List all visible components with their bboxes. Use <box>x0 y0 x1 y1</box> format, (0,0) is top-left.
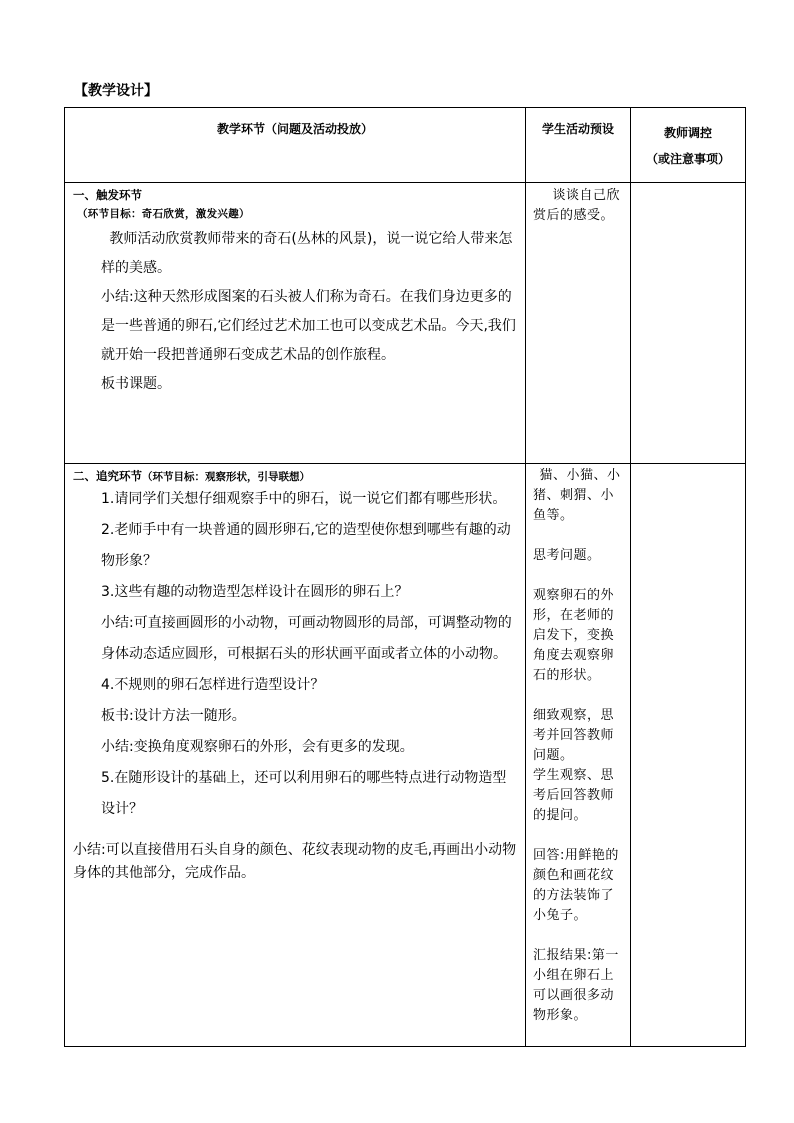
section1-goal: （环节目标：奇石欣赏，激发兴趣） <box>77 208 250 220</box>
section2-goal: （环节目标：观察形状，引导联想） <box>142 471 310 483</box>
table-header-row <box>65 108 746 183</box>
section1-title: 一、触发环节 <box>73 188 142 202</box>
col-header-student: 学生活动预设 <box>526 108 631 183</box>
section2-item-7: 小结:变换角度观察卵石的外形，会有更多的发现。 <box>101 739 414 755</box>
col-header-teacher-line1: 教师调控 <box>663 126 712 140</box>
lesson-plan-table <box>64 107 746 1047</box>
section2-item-5: 4.不规则的卵石怎样进行造型设计？ <box>101 677 325 693</box>
col-header-teacher <box>631 108 746 183</box>
section2-student-item-5: 学生观察、思考后回答教师的提问。 <box>533 768 615 823</box>
section2-student-item-6: 回答:用鲜艳的颜色和画花纹的方法装饰了小兔子。 <box>533 848 619 923</box>
section2-summary: 小结:可以直接借用石头自身的颜色、花纹表现动物的皮毛,再画出小动物身体的其他部分，完成作品。 <box>73 842 517 881</box>
section2-student-item-7: 汇报结果:第一小组在卵石上可以画很多动物形象。 <box>533 948 619 1023</box>
section2-student-item-4: 细致观察，思考并回答教师问题。 <box>533 708 615 763</box>
table-row-section2 <box>65 464 746 1047</box>
col-header-activities: 教学环节（问题及活动投放） <box>65 108 526 183</box>
section1-paragraph-2: 小结:这种天然形成图案的石头被人们称为奇石。在我们身边更多的是一些普通的卵石,它们经过艺术加工也可以变成艺术品。今天,我们就开始一段把普通卵石变成艺术品的创作旅程。 <box>101 289 516 363</box>
section2-student-cell <box>526 464 631 1047</box>
table-row-section1 <box>65 183 746 464</box>
section2-item-2: 2.老师手中有一块普通的圆形卵石,它的造型使你想到哪些有趣的动物形象？ <box>101 522 511 569</box>
page-heading: 【教学设计】 <box>74 83 158 99</box>
section2-title-line <box>73 468 525 484</box>
section1-cell <box>65 183 526 464</box>
section1-student-text: 谈谈自己欣赏后的感受。 <box>533 188 621 223</box>
section2-student-list <box>526 464 630 1026</box>
section2-student-item-3: 观察卵石的外形，在老师的启发下，变换角度去观察卵石的形状。 <box>533 588 615 683</box>
col-header-teacher-line2: （或注意事项） <box>645 152 730 166</box>
section2-cell <box>65 464 526 1047</box>
section2-title: 二、追究环节 <box>73 469 142 483</box>
section2-item-8: 5.在随形设计的基础上，还可以利用卵石的哪些特点进行动物造型设计？ <box>101 770 507 817</box>
section1-paragraph-3: 板书课题。 <box>101 376 171 392</box>
section1-teacher-cell <box>631 183 746 464</box>
section2-student-item-2: 思考问题。 <box>533 548 601 563</box>
section2-item-6: 板书:设计方法一随形。 <box>101 708 246 724</box>
section2-item-4: 小结:可直接画圆形的小动物，可画动物圆形的局部，可调整动物的身体动态适应圆形，可根据石头的形状画平面或者立体的小动物。 <box>101 615 512 662</box>
section1-paragraph-1: 教师活动欣赏教师带来的奇石(丛林的风景)，说一说它给人带来怎样的美感。 <box>101 231 513 276</box>
section1-student-cell <box>526 183 631 464</box>
section2-student-item-1: 猫、小猫、小猪、刺猬、小鱼等。 <box>533 468 621 523</box>
section2-item-3: 3.这些有趣的动物造型怎样设计在圆形的卵石上？ <box>101 584 409 600</box>
section2-teacher-cell <box>631 464 746 1047</box>
section2-item-1: 1.请同学们关想仔细观察手中的卵石，说一说它们都有哪些形状。 <box>101 491 507 507</box>
